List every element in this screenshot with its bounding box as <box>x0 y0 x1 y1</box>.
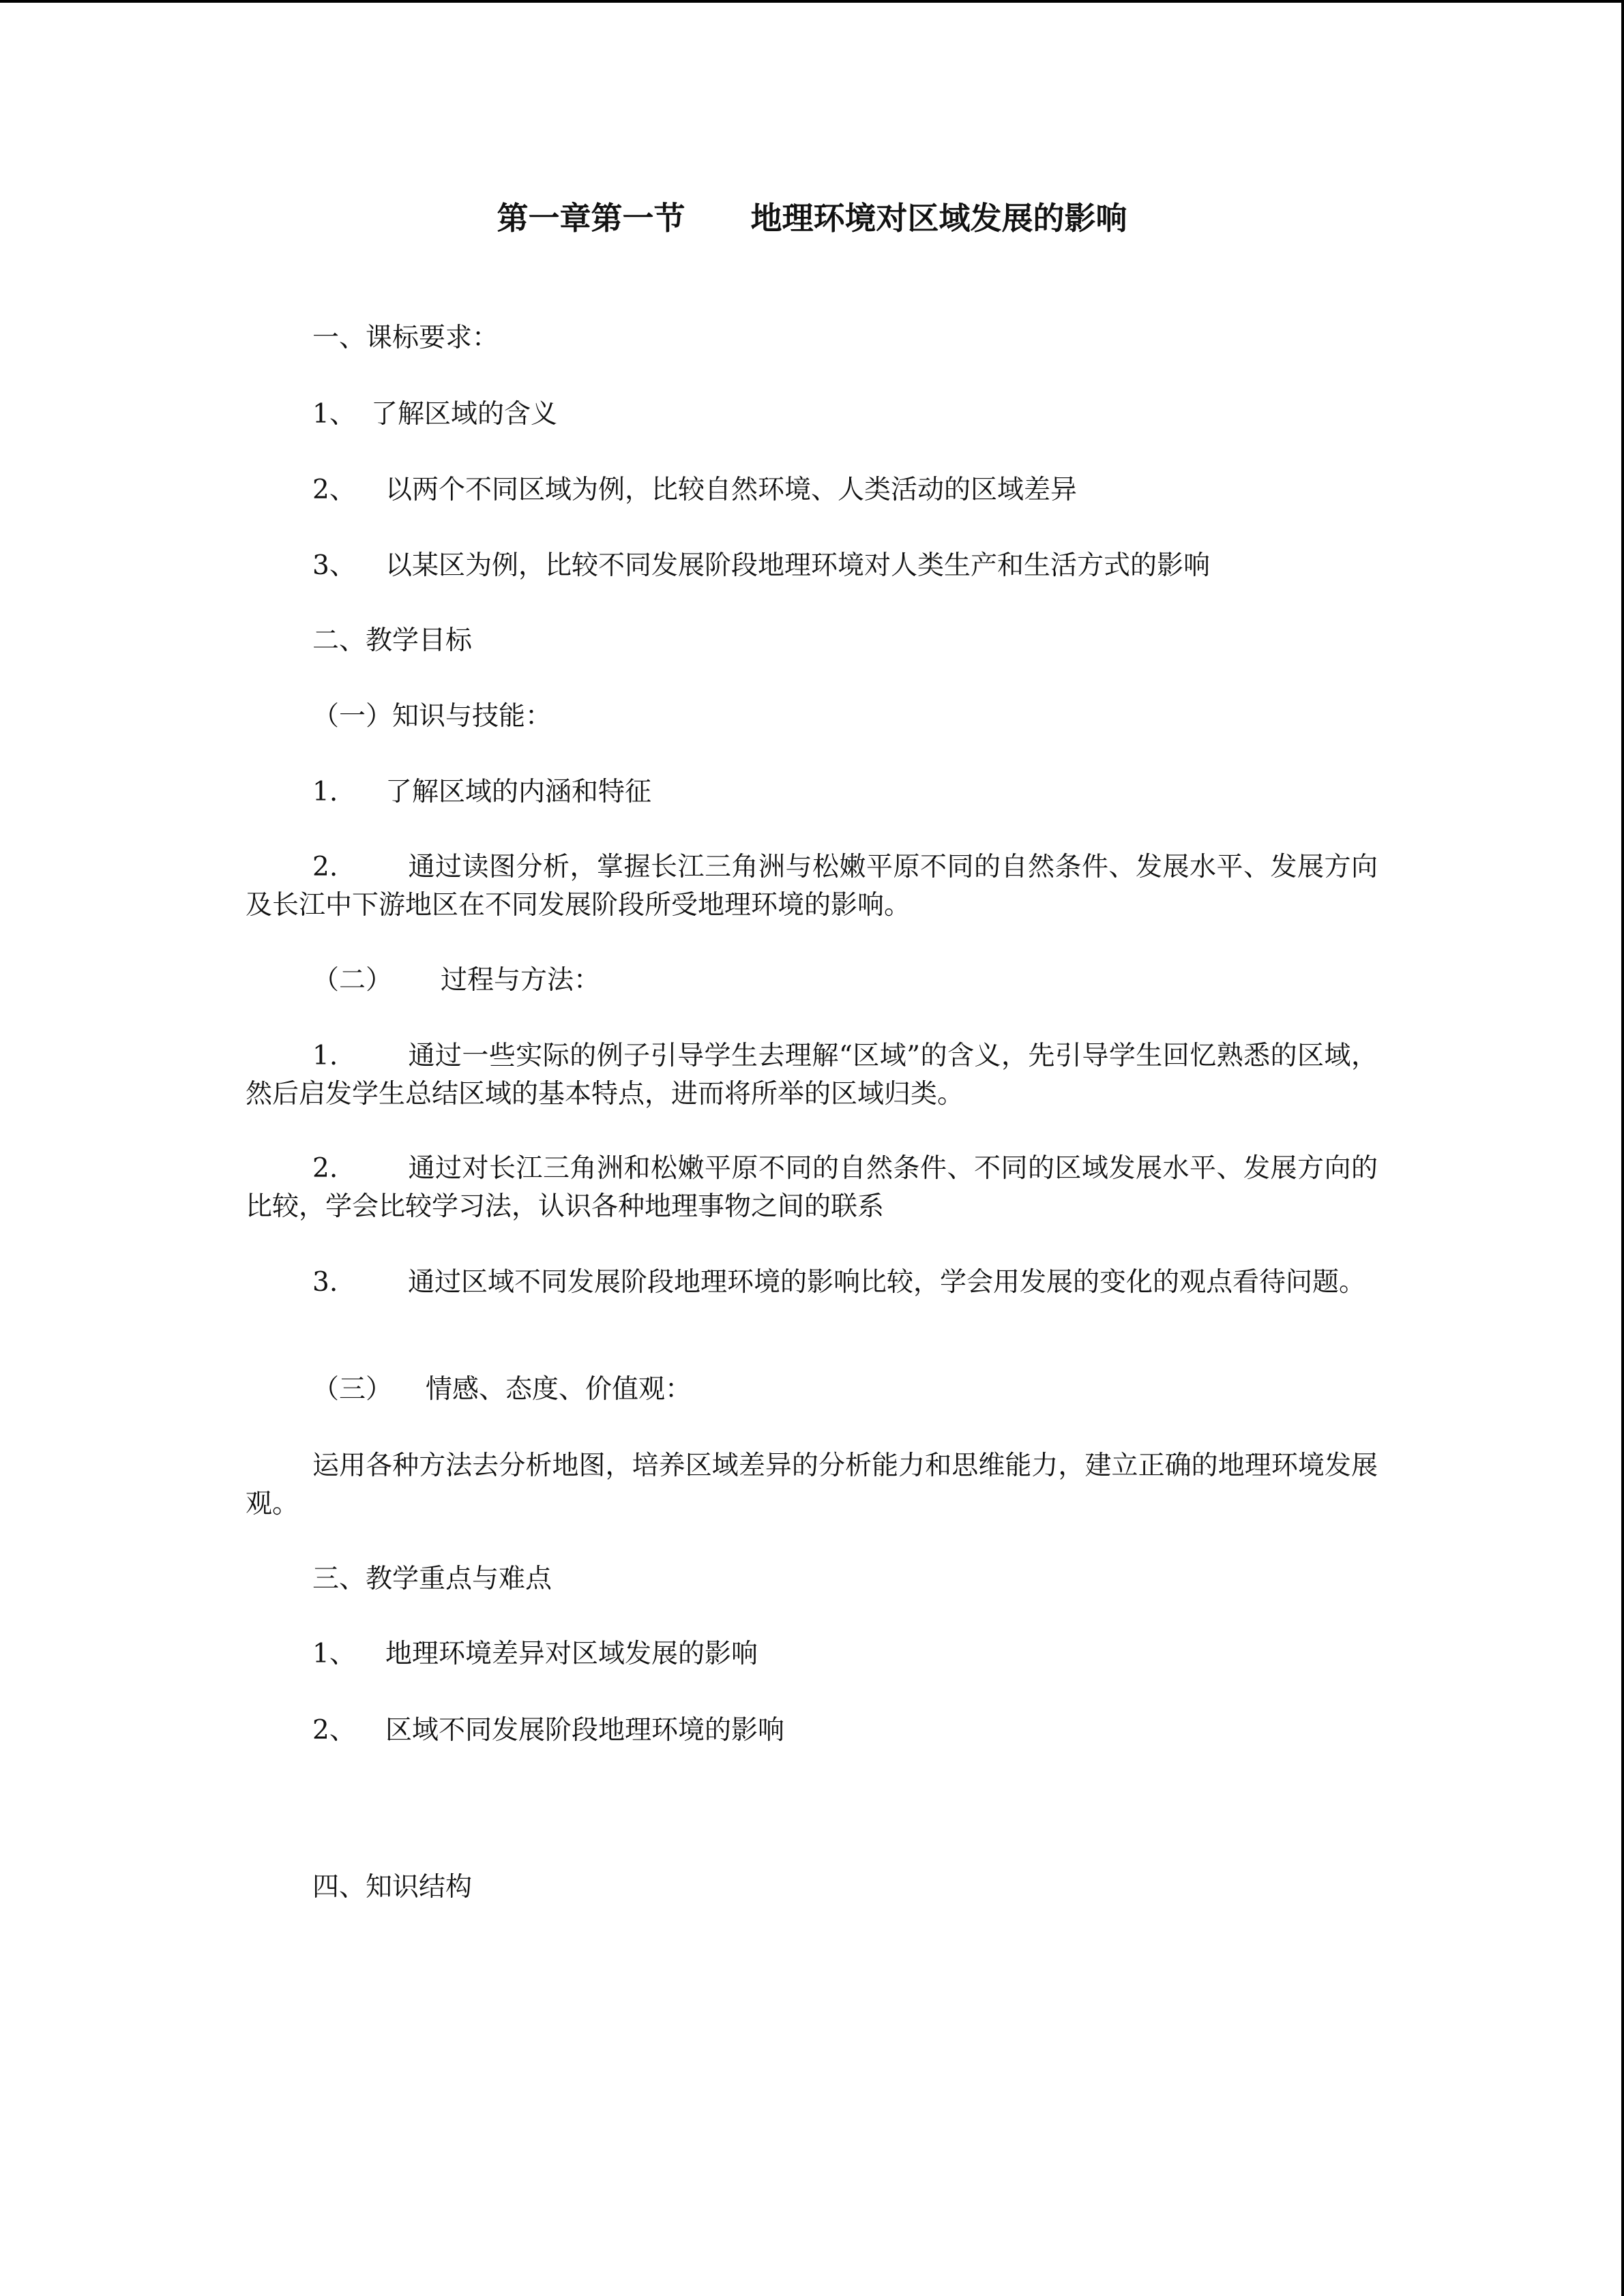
paragraph <box>246 1150 1378 1226</box>
list-item-text: 通过一些实际的例子引导学生去理解“区域”的含义，先引导学生回忆熟悉的区域，然后启发学生总结区域的基本特点，进而将所举的区域归类。 <box>246 1041 1378 1109</box>
section-heading-objectives: 二、教学目标 <box>312 625 473 656</box>
section-heading-curriculum: 一、课标要求： <box>312 323 499 353</box>
paragraph: 运用各种方法去分析地图，培养区域差异的分析能力和思维能力，建立正确的地理环境发展观。 <box>246 1450 1378 1519</box>
list-item-number: 2、 <box>312 1715 356 1746</box>
list-item-number: 1. <box>312 1041 338 1071</box>
list-item-text: 了解区域的内涵和特征 <box>385 777 652 807</box>
list-item-number: 1、 <box>312 1639 356 1669</box>
page-border-top <box>0 0 1624 3</box>
paragraph <box>246 1037 1378 1114</box>
subsection-heading-paren: （二） <box>312 965 393 996</box>
subsection-heading-paren: （三） <box>312 1374 393 1405</box>
paragraph <box>246 1264 1378 1302</box>
list-item-text: 区域不同发展阶段地理环境的影响 <box>385 1715 785 1746</box>
list-item-number: 3、 <box>312 550 356 581</box>
subsection-heading-knowledge: （一）知识与技能： <box>312 701 552 732</box>
list-item-text: 了解区域的含义 <box>371 399 558 430</box>
list-item-number: 2. <box>312 852 338 882</box>
list-item-text: 通过读图分析，掌握长江三角洲与松嫩平原不同的自然条件、发展水平、发展方向及长江中下游地区在不同发展阶段所受地理环境的影响。 <box>246 852 1378 921</box>
paragraph <box>246 848 1378 925</box>
subsection-heading-process: 过程与方法： <box>441 965 601 996</box>
list-item-number: 2. <box>312 1153 338 1184</box>
list-item-text: 通过区域不同发展阶段地理环境的影响比较，学会用发展的变化的观点看待问题。 <box>408 1267 1366 1298</box>
list-item-text: 地理环境差异对区域发展的影响 <box>385 1639 758 1669</box>
list-item-number: 1、 <box>312 399 356 430</box>
list-item-text: 通过对长江三角洲和松嫩平原不同的自然条件、不同的区域发展水平、发展方向的比较，学会比较学习法，认识各种地理事物之间的联系 <box>246 1153 1378 1222</box>
subsection-heading-attitude: 情感、态度、价值观： <box>426 1374 692 1405</box>
list-item-text: 以某区为例，比较不同发展阶段地理环境对人类生产和生活方式的影响 <box>385 550 1211 581</box>
list-item-number: 2、 <box>312 475 356 505</box>
list-item-number: 3. <box>312 1267 338 1298</box>
section-heading-key-points: 三、教学重点与难点 <box>312 1564 552 1594</box>
list-item-number: 1. <box>312 777 338 807</box>
page-border-right <box>1621 0 1624 2296</box>
list-item-text: 以两个不同区域为例，比较自然环境、人类活动的区域差异 <box>385 475 1078 505</box>
document-title: 第一章第一节 地理环境对区域发展的影响 <box>497 200 1127 237</box>
section-heading-structure: 四、知识结构 <box>312 1872 473 1903</box>
